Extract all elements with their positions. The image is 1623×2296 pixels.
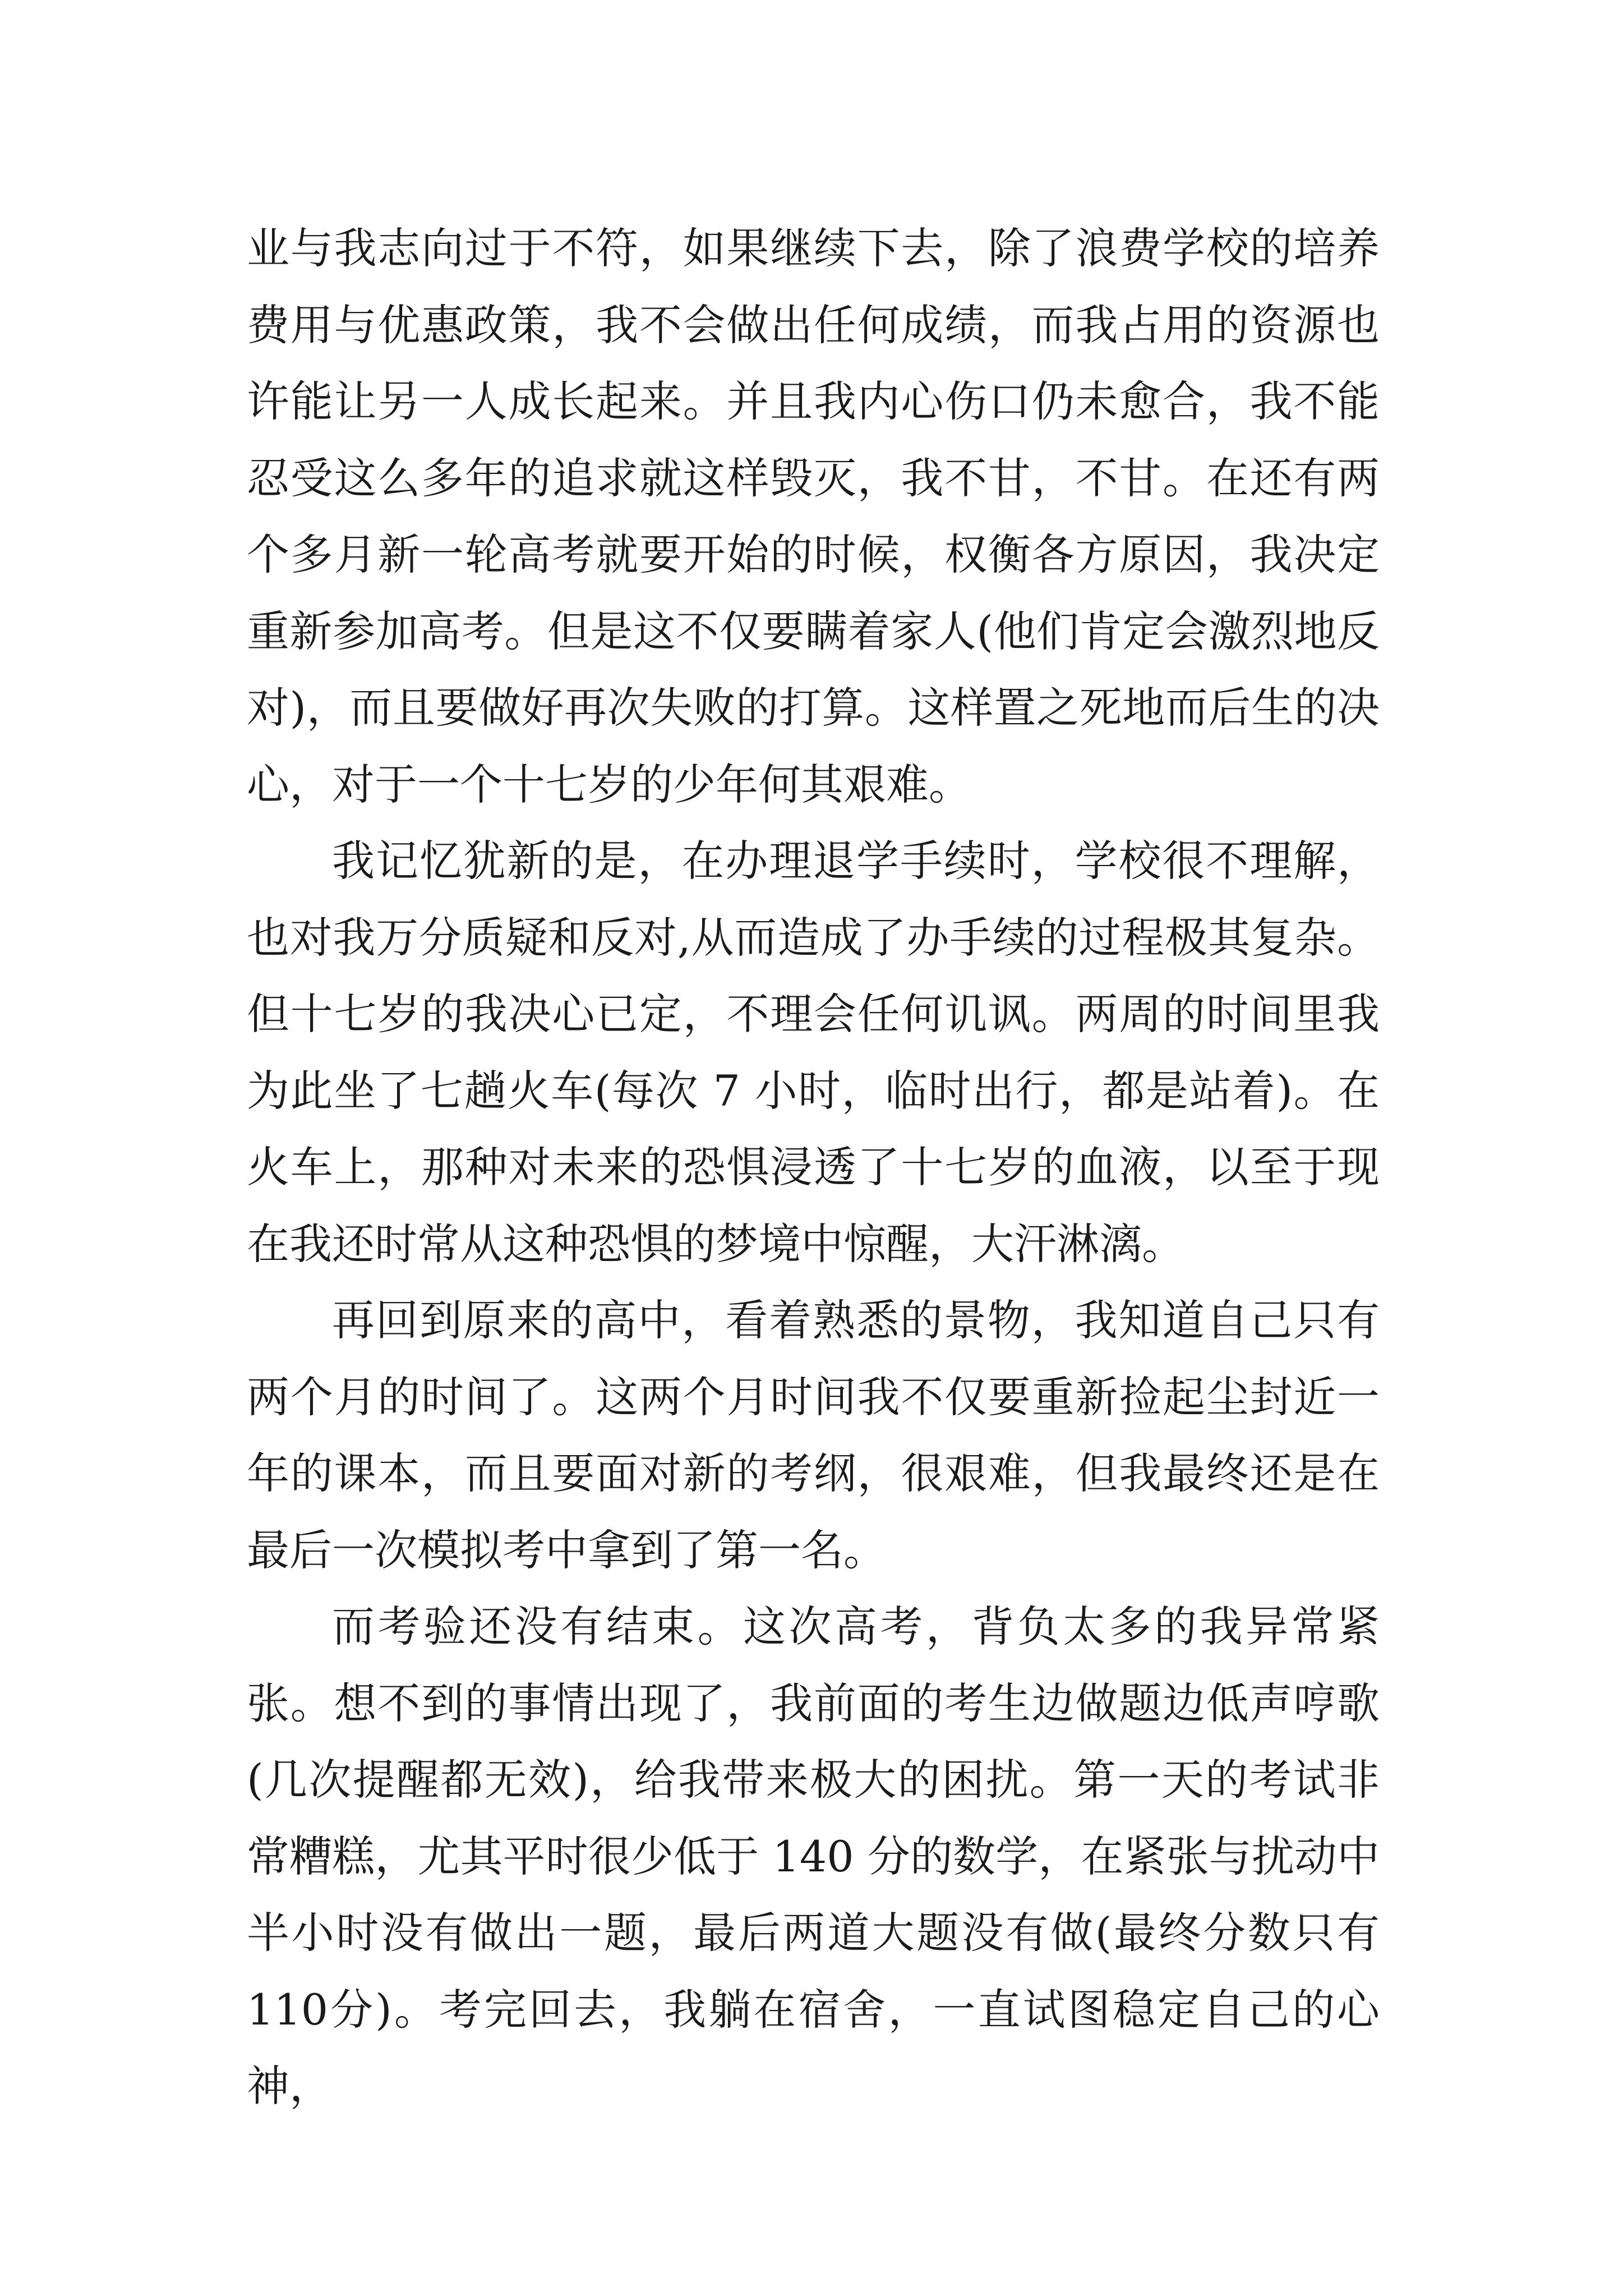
paragraph-1: 业与我志向过于不符，如果继续下去，除了浪费学校的培养费用与优惠政策，我不会做出任何成绩，而我占用的资源也许能让另一人成长起来。并且我内心伤口仍未愈合，我不能忍受这么多年的追求就这样毁灭，我不甘，不甘。在还有两个多月新一轮高考就要开始的时候，权衡各方原因，我决定重新参加高考。但是这不仅要瞒着家人(他们肯定会激烈地反对)，而且要做好再次失败的打算。这样置之死地而后生的决心，对于一个十七岁的少年何其艰难。 [247, 223, 1380, 809]
paragraph-2: 我记忆犹新的是，在办理退学手续时，学校很不理解，也对我万分质疑和反对,从而造成了办手续的过程极其复杂。但十七岁的我决心已定，不理会任何讥讽。两周的时间里我为此坐了七趟火车(每次 7 小时，临时出行，都是站着)。在火车上，那种对未来的恐惧浸透了十七岁的血液，以至于现在我还时常从这种恐惧的梦境中惊醒，大汗淋漓。 [247, 836, 1380, 1269]
paragraph-4: 而考验还没有结束。这次高考，背负太多的我异常紧张。想不到的事情出现了，我前面的考生边做题边低声哼歌(几次提醒都无效)，给我带来极大的困扰。第一天的考试非常糟糕，尤其平时很少低于 140 分的数学，在紧张与扰动中半小时没有做出一题，最后两道大题没有做(最终分数只有 110分)。考完回去，我躺在宿舍，一直试图稳定自己的心神， [247, 1602, 1380, 2111]
document-body [247, 210, 1380, 2125]
paragraph-3: 再回到原来的高中，看着熟悉的景物，我知道自己只有两个月的时间了。这两个月时间我不仅要重新捡起尘封近一年的课本，而且要面对新的考纲，很艰难，但我最终还是在最后一次模拟考中拿到了第一名。 [247, 1295, 1380, 1575]
